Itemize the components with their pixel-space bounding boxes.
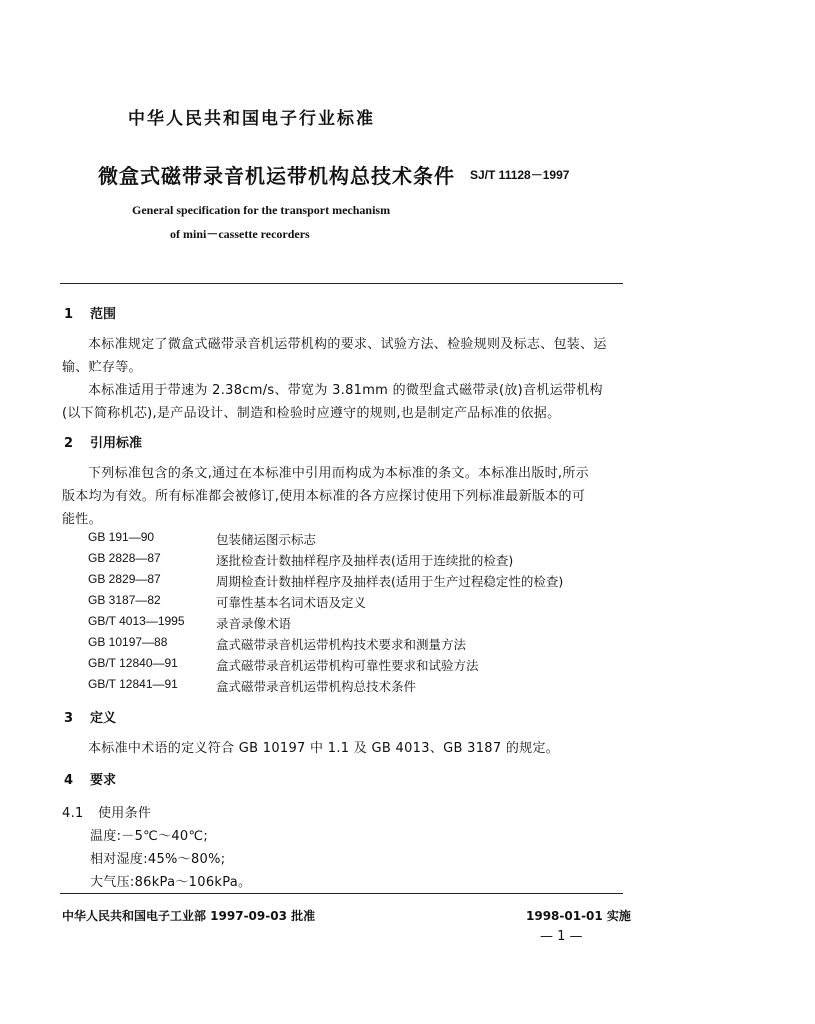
reference-code: GB/T 4013—1995 [88,614,185,628]
industry-standard-heading: 中华人民共和国电子行业标准 [128,109,375,129]
section-title: 引用标准 [90,436,143,451]
paragraph: 版本均为有效。所有标准都会被修订,使用本标准的各方应探讨使用下列标准最新版本的可 [62,489,586,504]
reference-title: 盒式磁带录音机运带机构可靠性要求和试验方法 [216,658,479,673]
reference-title: 周期检查计数抽样程序及抽样表(适用于生产过程稳定性的检查) [216,574,564,589]
section-number: 3 [64,711,74,726]
reference-code: GB 10197—88 [88,635,168,649]
reference-code: GB 3187—82 [88,593,161,607]
paragraph: 能性。 [62,512,102,527]
reference-code: GB/T 12840—91 [88,656,178,670]
section-1-heading [64,303,116,322]
reference-title: 包装储运图示标志 [216,532,317,547]
section-title: 要求 [90,773,117,788]
paragraph: 输、贮存等。 [62,360,142,375]
approval-note: 中华人民共和国电子工业部 1997-09-03 批准 [62,909,316,923]
subsection-title: 使用条件 [98,806,152,821]
section-title: 范围 [90,307,117,322]
implementation-date: 1998-01-01 实施 [526,909,631,923]
paragraph: 下列标准包含的条文,通过在本标准中引用而构成为本标准的条文。本标准出版时,所示 [88,466,589,481]
reference-title: 逐批检查计数抽样程序及抽样表(适用于连续批的检查) [216,553,514,568]
english-title-line-2: of mini－cassette recorders [170,227,310,241]
reference-title: 录音录像术语 [216,616,292,631]
reference-title: 盒式磁带录音机运带机构技术要求和测量方法 [216,637,467,652]
document-title: 微盒式磁带录音机运带机构总技术条件 [98,164,455,188]
reference-title: 盒式磁带录音机运带机构总技术条件 [216,679,417,694]
condition-pressure: 大气压:86kPa～106kPa。 [90,875,252,890]
paragraph: 本标准适用于带速为 2.38cm/s、带宽为 3.81mm 的微型盒式磁带录(放)音机运带机构 [88,383,603,398]
reference-title: 可靠性基本名词术语及定义 [216,595,367,610]
section-title: 定义 [90,711,117,726]
page-number: — 1 — [540,929,583,944]
subsection-number: 4.1 [62,806,84,821]
condition-humidity: 相对湿度:45%～80%; [90,852,226,867]
reference-code: GB 2829—87 [88,572,161,586]
paragraph: (以下简称机芯),是产品设计、制造和检验时应遵守的规则,也是制定产品标准的依据。 [62,406,561,421]
footer-divider [60,893,623,894]
english-title-line-1: General specification for the transport mechanism [132,203,391,217]
standard-code: SJ/T 11128－1997 [470,168,570,182]
section-2-heading [64,432,142,451]
section-number: 2 [64,436,74,451]
section-4-heading [64,769,116,788]
section-number: 4 [64,773,74,788]
reference-code: GB/T 12841—91 [88,677,178,691]
section-3-heading [64,707,116,726]
section-number: 1 [64,307,74,322]
header-divider [60,283,623,284]
paragraph: 本标准规定了微盒式磁带录音机运带机构的要求、试验方法、检验规则及标志、包装、运 [88,337,607,352]
subsection-4-1-heading [62,802,151,821]
paragraph: 本标准中术语的定义符合 GB 10197 中 1.1 及 GB 4013、GB 3187 的规定。 [88,741,560,756]
reference-code: GB 2828—87 [88,551,161,565]
condition-temperature: 温度:－5℃～40℃; [90,829,209,844]
reference-code: GB 191—90 [88,530,155,544]
